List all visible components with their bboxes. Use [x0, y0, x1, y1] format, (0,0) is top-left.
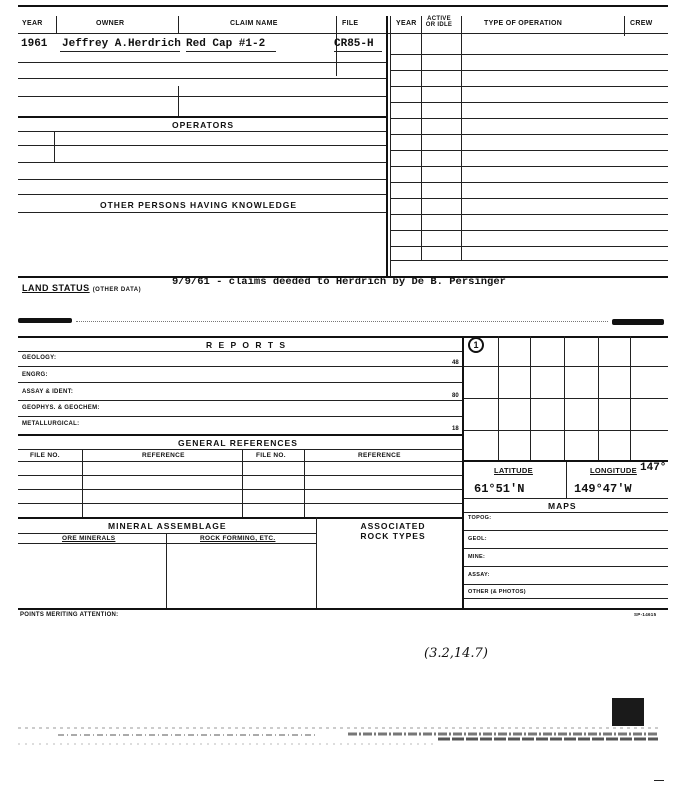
- entry-file: CR85-H: [334, 38, 374, 50]
- header-row: [18, 16, 668, 32]
- ruled-line: [18, 475, 462, 476]
- ruled-line: [464, 566, 668, 567]
- reports-heading: R E P O R T S: [206, 340, 288, 350]
- ref-reference-1: REFERENCE: [142, 452, 185, 459]
- mineral-top-rule: [18, 517, 462, 519]
- land-status-label: [22, 283, 141, 293]
- ruled-line: [390, 102, 668, 103]
- map-topog: TOPOG:: [468, 515, 492, 521]
- points-meriting-label: POINTS MERITING ATTENTION:: [20, 612, 119, 618]
- land-status-sub: (OTHER DATA): [92, 287, 142, 293]
- map-other: OTHER (& PHOTOS): [468, 589, 526, 595]
- map-geol: GEOL:: [468, 536, 487, 542]
- longitude-value: 149°47'W: [574, 482, 632, 496]
- ruled-line: [18, 400, 462, 401]
- ruled-line: [18, 449, 462, 450]
- vline: [178, 16, 179, 34]
- header-bottom-rule: [18, 33, 668, 34]
- ref-reference-2: REFERENCE: [358, 452, 401, 459]
- ruled-line: [18, 351, 462, 352]
- location-grid: [464, 336, 668, 460]
- col-year-label: YEAR: [22, 20, 43, 27]
- ruled-line: [464, 584, 668, 585]
- ruled-line: [18, 212, 386, 213]
- associated-rock-types-heading: ASSOCIATED ROCK TYPES: [360, 521, 426, 541]
- col-year2-label: YEAR: [396, 20, 417, 27]
- ruled-line: [464, 366, 668, 367]
- vline: [316, 517, 317, 608]
- edge-mark: [654, 780, 664, 781]
- ruled-line: [390, 54, 668, 55]
- vline: [166, 533, 167, 608]
- ruled-line: [464, 512, 668, 513]
- col-file-label: FILE: [342, 20, 359, 27]
- col-crew-label: CREW: [630, 20, 653, 27]
- land-status-value: 9/9/61 - claims deeded to Herdrich by De B. Persinger: [172, 276, 506, 288]
- ore-minerals-label: ORE MINERALS: [62, 535, 116, 542]
- vline: [304, 449, 305, 517]
- maps-heading: MAPS: [548, 501, 577, 511]
- form-number: SP-14615: [634, 612, 657, 617]
- ruled-line: [18, 131, 386, 132]
- vline: [390, 16, 391, 278]
- underline: [334, 51, 382, 52]
- ruled-line: [390, 214, 668, 215]
- ruled-line: [18, 96, 386, 97]
- gen-ref-top-rule: [18, 434, 462, 436]
- mineral-assemblage-heading: MINERAL ASSEMBLAGE: [108, 521, 227, 531]
- map-mine: MINE:: [468, 554, 486, 560]
- ruled-line: [18, 533, 316, 534]
- operators-rule: [18, 116, 386, 118]
- ref-file-no-1: FILE NO.: [30, 452, 60, 459]
- handwritten-coordinates: (3.2,14.7): [424, 646, 488, 661]
- report-engrg: ENGRG:: [22, 372, 48, 378]
- ruled-line: [464, 598, 668, 599]
- vline: [56, 16, 57, 34]
- ruled-line: [390, 230, 668, 231]
- ruled-line: [18, 162, 386, 163]
- ruled-line: [390, 198, 668, 199]
- ruled-line: [18, 416, 462, 417]
- report-geophys: GEOPHYS. & GEOCHEM:: [22, 405, 100, 411]
- vline: [566, 462, 567, 498]
- ruled-line: [390, 118, 668, 119]
- ruled-line: [18, 503, 462, 504]
- rock-forming-label: ROCK FORMING, ETC.: [200, 535, 276, 542]
- col-claim-name-label: CLAIM NAME: [230, 20, 278, 27]
- ruled-line: [18, 461, 462, 462]
- ruled-line: [464, 530, 668, 531]
- ruled-line: [18, 145, 386, 146]
- underline: [60, 51, 180, 52]
- vline: [624, 16, 625, 36]
- dark-bar-left: [18, 318, 72, 323]
- report-num-18: 18: [452, 426, 459, 432]
- report-geology: GEOLOGY:: [22, 355, 57, 361]
- land-status-title: LAND STATUS: [22, 283, 90, 293]
- col-owner-label: OWNER: [96, 20, 125, 27]
- vline-main: [386, 16, 388, 278]
- ruled-line: [390, 70, 668, 71]
- ruled-line: [390, 166, 668, 167]
- ruled-line: [464, 548, 668, 549]
- ruled-line: [390, 150, 668, 151]
- col-type-operation-label: TYPE OF OPERATION: [484, 20, 563, 27]
- ruled-line: [18, 179, 386, 180]
- ruled-line: [18, 194, 386, 195]
- ruled-line: [18, 489, 462, 490]
- underline: [186, 51, 276, 52]
- ruled-line: [464, 498, 668, 499]
- other-persons-heading: OTHER PERSONS HAVING KNOWLEDGE: [100, 200, 298, 210]
- vline: [82, 449, 83, 517]
- grid-mark-icon: 1: [468, 337, 484, 353]
- ruled-line: [390, 134, 668, 135]
- ruled-line: [390, 246, 668, 247]
- top-border: [18, 5, 668, 7]
- ruled-line: [390, 182, 668, 183]
- entry-owner: Jeffrey A.Herdrich: [62, 38, 181, 50]
- ref-file-no-2: FILE NO.: [256, 452, 286, 459]
- report-num-48: 48: [452, 360, 459, 366]
- vline: [54, 132, 55, 162]
- longitude-handwritten: 147°: [640, 462, 667, 474]
- vline: [178, 86, 179, 116]
- ruled-line: [18, 62, 386, 63]
- latitude-value: 61°51'N: [474, 482, 525, 496]
- dotted-rule: [76, 321, 608, 322]
- vline: [242, 449, 243, 517]
- general-references-heading: GENERAL REFERENCES: [178, 438, 298, 448]
- vline: [461, 16, 462, 260]
- ruled-line: [464, 398, 668, 399]
- longitude-label: LONGITUDE: [590, 466, 637, 475]
- vline: [421, 16, 422, 260]
- map-assay: ASSAY:: [468, 572, 490, 578]
- operators-heading: OPERATORS: [172, 120, 235, 130]
- entry-year: 1961: [21, 38, 48, 50]
- ruled-line: [18, 366, 462, 367]
- latitude-label: LATITUDE: [494, 466, 533, 475]
- dark-bar-right: [612, 319, 664, 325]
- dark-block: [612, 698, 644, 726]
- report-assay: ASSAY & IDENT:: [22, 389, 74, 395]
- ruled-line: [18, 78, 386, 79]
- ruled-line: [18, 543, 316, 544]
- ruled-line: [390, 260, 668, 261]
- ruled-line: [18, 382, 462, 383]
- bottom-rule: [18, 608, 668, 610]
- scan-noise-band: [18, 722, 658, 748]
- report-num-80: 80: [452, 393, 459, 399]
- col-active-idle-label: ACTIVE OR IDLE: [425, 16, 453, 28]
- ruled-line: [464, 430, 668, 431]
- report-metallurgical: METALLURGICAL:: [22, 421, 80, 427]
- ruled-line: [390, 86, 668, 87]
- entry-claim-name: Red Cap #1-2: [186, 38, 266, 50]
